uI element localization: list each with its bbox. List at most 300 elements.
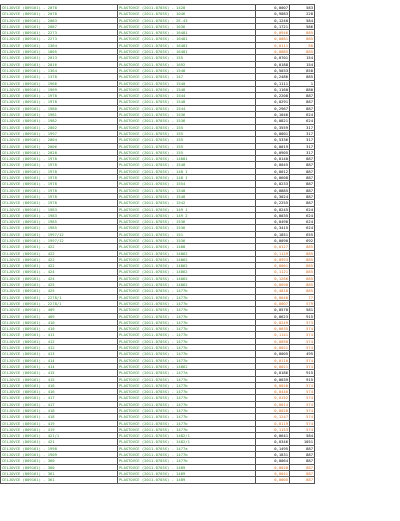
parcel-to-cell: PLASTOVCE (2011-0703S) - 1536 bbox=[118, 112, 256, 118]
parcel-from-cell: CELJOVCE (809161) - 1983 bbox=[1, 206, 118, 212]
parcel-from-cell: CELJOVCE (809161) - 1978 bbox=[1, 99, 118, 105]
parcel-to-cell: PLASTOVCE (2011-0703S) - 155 bbox=[118, 143, 256, 149]
code-cell: 584 bbox=[290, 17, 315, 23]
area-cell: 0,0188 bbox=[256, 61, 290, 67]
area-cell: 0,1831 bbox=[256, 452, 290, 458]
parcel-to-cell: PLASTOVCE (2011-0703S) - 1548 bbox=[118, 67, 256, 73]
parcel-from-cell: CELJOVCE (809161) - 2273 bbox=[1, 36, 118, 42]
area-cell: 0,3559 bbox=[256, 124, 290, 130]
parcel-from-cell: CELJOVCE (809161) - 419 bbox=[1, 426, 118, 432]
area-cell: 0,0098 bbox=[256, 282, 290, 288]
code-cell: 885 bbox=[290, 36, 315, 42]
parcel-from-cell: CELJOVCE (809161) - 1978 bbox=[1, 200, 118, 206]
code-cell: 915 bbox=[290, 370, 315, 376]
area-cell: 0,0020 bbox=[256, 464, 290, 470]
parcel-to-cell: PLASTOVCE (2011-0703S) - 149 2 bbox=[118, 212, 256, 218]
area-cell: 0,0152 bbox=[256, 395, 290, 401]
area-cell: 0,2486 bbox=[256, 74, 290, 80]
parcel-from-cell: CELJOVCE (809161) - 1978 bbox=[1, 193, 118, 199]
area-cell: 0,0020 bbox=[256, 382, 290, 388]
area-cell: 0,0490 bbox=[256, 219, 290, 225]
code-cell: 1 bbox=[290, 80, 315, 86]
parcel-from-cell: CELJOVCE (809161) - 2004 bbox=[1, 137, 118, 143]
parcel-to-cell: PLASTOVCE (2011-0703S) - 1544 bbox=[118, 105, 256, 111]
parcel-to-cell: PLASTOVCE (2011-0703S) - 14862 bbox=[118, 269, 256, 275]
table-body bbox=[1, 5, 315, 484]
code-cell: 624 bbox=[290, 206, 315, 212]
parcel-from-cell: CELJOVCE (809161) - 1982 bbox=[1, 118, 118, 124]
parcel-from-cell: CELJOVCE (809161) - 361 bbox=[1, 477, 118, 483]
area-cell: 0,0012 bbox=[256, 168, 290, 174]
parcel-from-cell: CELJOVCE (809161) - 421/1 bbox=[1, 433, 118, 439]
parcel-from-cell: CELJOVCE (809161) - 414 bbox=[1, 363, 118, 369]
parcel-from-cell: CELJOVCE (809161) - 2087 bbox=[1, 23, 118, 29]
parcel-to-cell: PLASTOVCE (2011-0703S) - 155 bbox=[118, 149, 256, 155]
area-cell: 0,0035 bbox=[256, 326, 290, 332]
area-cell: 0,0905 bbox=[256, 149, 290, 155]
parcel-to-cell: PLASTOVCE (2011-0703S) - 16481 bbox=[118, 42, 256, 48]
area-cell: 0,0039 bbox=[256, 376, 290, 382]
area-cell: 0,0058 bbox=[256, 338, 290, 344]
code-cell: 885 bbox=[290, 49, 315, 55]
area-cell: 0,1247 bbox=[256, 414, 290, 420]
parcel-from-cell: CELJOVCE (809161) - 417 bbox=[1, 401, 118, 407]
code-cell: 77 bbox=[290, 294, 315, 300]
area-cell: 0,1046 bbox=[256, 112, 290, 118]
code-cell: 317 bbox=[290, 130, 315, 136]
parcel-to-cell: PLASTOVCE (2011-0703S) - 1482/1 bbox=[118, 439, 256, 445]
area-cell: 0,5033 bbox=[256, 67, 290, 73]
code-cell: 574 bbox=[290, 389, 315, 395]
parcel-from-cell: CELJOVCE (809161) - 412 bbox=[1, 338, 118, 344]
parcel-from-cell: CELJOVCE (809161) - 2083 bbox=[1, 17, 118, 23]
area-cell: 0,1111 bbox=[256, 80, 290, 86]
code-cell: 624 bbox=[290, 219, 315, 225]
code-cell: 88 bbox=[290, 42, 315, 48]
area-cell: 0,1160 bbox=[256, 86, 290, 92]
parcel-to-cell: PLASTOVCE (2011-0703S) - 1477b bbox=[118, 382, 256, 388]
parcel-to-cell: PLASTOVCE (2011-0703S) - 1477b bbox=[118, 288, 256, 294]
parcel-from-cell: CELJOVCE (809161) - 424 bbox=[1, 269, 118, 275]
parcel-from-cell: CELJOVCE (809161) - 2013 bbox=[1, 55, 118, 61]
area-cell: 0,0021 bbox=[256, 345, 290, 351]
parcel-from-cell: CELJOVCE (809161) - 1978 bbox=[1, 168, 118, 174]
code-cell: 1051 bbox=[290, 439, 315, 445]
code-cell: 887 bbox=[290, 464, 315, 470]
area-cell: 0,0233 bbox=[256, 181, 290, 187]
parcel-to-cell: PLASTOVCE (2011-0703S) - 148 1 bbox=[118, 175, 256, 181]
parcel-to-cell: PLASTOVCE (2011-0703S) - 148 1 bbox=[118, 168, 256, 174]
code-cell: 574 bbox=[290, 408, 315, 414]
code-cell: 885 bbox=[290, 275, 315, 281]
parcel-to-cell: PLASTOVCE (2011-0703S) - 1477b bbox=[118, 414, 256, 420]
code-cell: 887 bbox=[290, 458, 315, 464]
parcel-from-cell: CELJOVCE (809161) - 415 bbox=[1, 370, 118, 376]
code-cell: 885 bbox=[290, 282, 315, 288]
code-cell: 692 bbox=[290, 237, 315, 243]
parcel-from-cell: CELJOVCE (809161) - 2006 bbox=[1, 143, 118, 149]
area-cell: 0,0249 bbox=[256, 319, 290, 325]
parcel-to-cell: PLASTOVCE (2011-0703S) - 1477b bbox=[118, 326, 256, 332]
area-cell: 0,0007 bbox=[256, 300, 290, 306]
parcel-to-cell: PLASTOVCE (2011-0703S) - 149 1 bbox=[118, 206, 256, 212]
parcel-from-cell: CELJOVCE (809161) - 425 bbox=[1, 282, 118, 288]
area-cell: 0,0019 bbox=[256, 143, 290, 149]
parcel-to-cell: PLASTOVCE (2011-0703S) - 1428 bbox=[118, 5, 256, 11]
parcel-from-cell: CELJOVCE (809161) - 411 bbox=[1, 332, 118, 338]
parcel-from-cell: CELJOVCE (809161) - 1980 bbox=[1, 105, 118, 111]
parcel-from-cell: CELJOVCE (809161) - 1966 bbox=[1, 80, 118, 86]
code-cell: 317 bbox=[290, 124, 315, 130]
parcel-to-cell: PLASTOVCE (2011-0703S) - 1548 bbox=[118, 99, 256, 105]
parcel-from-cell: CELJOVCE (809161) - 418 bbox=[1, 408, 118, 414]
area-cell: 0,0005 bbox=[256, 477, 290, 483]
parcel-from-cell: CELJOVCE (809161) - 409 bbox=[1, 307, 118, 313]
area-cell: 0,0245 bbox=[256, 206, 290, 212]
parcel-from-cell: CELJOVCE (809161) - 1909 bbox=[1, 452, 118, 458]
parcel-from-cell: CELJOVCE (809161) - 1978 bbox=[1, 162, 118, 168]
code-cell: 495 bbox=[290, 351, 315, 357]
code-cell: 573 bbox=[290, 319, 315, 325]
parcel-from-cell: CELJOVCE (809161) - 1997/12 bbox=[1, 237, 118, 243]
parcel-to-cell: PLASTOVCE (2011-0703S) - 1477a bbox=[118, 445, 256, 451]
code-cell: 574 bbox=[290, 420, 315, 426]
area-cell: 0,2255 bbox=[256, 200, 290, 206]
parcel-from-cell: CELJOVCE (809161) - 422 bbox=[1, 256, 118, 262]
parcel-from-cell: CELJOVCE (809161) - 2016 bbox=[1, 61, 118, 67]
parcel-from-cell: CELJOVCE (809161) - 1985 bbox=[1, 219, 118, 225]
area-cell: 0,0061 bbox=[256, 263, 290, 269]
area-cell: 0,1495 bbox=[256, 445, 290, 451]
parcel-to-cell: PLASTOVCE (2011-0703S) - 16481 bbox=[118, 30, 256, 36]
parcel-from-cell: CELJOVCE (809161) - 415 bbox=[1, 376, 118, 382]
parcel-to-cell: PLASTOVCE (2011-0703S) - 14862 bbox=[118, 256, 256, 262]
code-cell: 887 bbox=[290, 470, 315, 476]
code-cell: 887 bbox=[290, 156, 315, 162]
area-cell: 0,0035 bbox=[256, 212, 290, 218]
parcel-from-cell: CELJOVCE (809161) - 361 bbox=[1, 470, 118, 476]
area-cell: 0,1721 bbox=[256, 23, 290, 29]
parcel-to-cell: PLASTOVCE (2011-0703S) - 155 bbox=[118, 137, 256, 143]
parcel-from-cell: CELJOVCE (809161) - 2278/1 bbox=[1, 294, 118, 300]
area-cell: 0,0946 bbox=[256, 30, 290, 36]
parcel-from-cell: CELJOVCE (809161) - 419 bbox=[1, 420, 118, 426]
area-cell: 0,0005 bbox=[256, 351, 290, 357]
area-cell: 0,0001 bbox=[256, 130, 290, 136]
parcel-to-cell: PLASTOVCE (2011-0703S) - 1489 bbox=[118, 470, 256, 476]
code-cell: 887 bbox=[290, 175, 315, 181]
code-cell: 574 bbox=[290, 332, 315, 338]
parcel-to-cell: PLASTOVCE (2011-0703S) - 1542 bbox=[118, 200, 256, 206]
area-cell: 0,1851 bbox=[256, 231, 290, 237]
parcel-to-cell: PLASTOVCE (2011-0703S) - 1548 bbox=[118, 162, 256, 168]
code-cell: 885 bbox=[290, 244, 315, 250]
parcel-to-cell: PLASTOVCE (2011-0703S) - 1477b bbox=[118, 401, 256, 407]
parcel-from-cell: CELJOVCE (809161) - 1364 bbox=[1, 42, 118, 48]
code-cell: 880 bbox=[290, 86, 315, 92]
parcel-to-cell: PLASTOVCE (2011-0703S) - 1548 bbox=[118, 187, 256, 193]
code-cell: 887 bbox=[290, 99, 315, 105]
parcel-to-cell: PLASTOVCE (2011-0703S) - 14862 bbox=[118, 282, 256, 288]
parcel-from-cell: CELJOVCE (809161) - 2273 bbox=[1, 30, 118, 36]
parcel-from-cell: CELJOVCE (809161) - 1981 bbox=[1, 112, 118, 118]
area-cell: 0,3415 bbox=[256, 225, 290, 231]
code-cell: 574 bbox=[290, 345, 315, 351]
parcel-from-cell: CELJOVCE (809161) - 360 bbox=[1, 458, 118, 464]
parcel-to-cell: PLASTOVCE (2011-0703S) - 1489 bbox=[118, 477, 256, 483]
area-cell: 0,0127 bbox=[256, 244, 290, 250]
parcel-to-cell: PLASTOVCE (2011-0703S) - 155 bbox=[118, 55, 256, 61]
parcel-to-cell: PLASTOVCE (2011-0703S) - 1477a bbox=[118, 370, 256, 376]
area-cell: 0,4818 bbox=[256, 288, 290, 294]
code-cell: 317 bbox=[290, 149, 315, 155]
document-page bbox=[0, 4, 313, 484]
code-cell: 579 bbox=[290, 300, 315, 306]
parcel-from-cell: CELJOVCE (809161) - 421 bbox=[1, 439, 118, 445]
area-cell: 0,0041 bbox=[256, 470, 290, 476]
code-cell: 887 bbox=[290, 187, 315, 193]
parcel-to-cell: PLASTOVCE (2011-0703S) - 1477b bbox=[118, 313, 256, 319]
parcel-to-cell: PLASTOVCE (2011-0703S) - 1477b bbox=[118, 452, 256, 458]
code-cell: 574 bbox=[290, 426, 315, 432]
area-cell: 0,0140 bbox=[256, 156, 290, 162]
parcel-to-cell: PLASTOVCE (2011-0703S) - 1477b bbox=[118, 294, 256, 300]
code-cell: 586 bbox=[290, 23, 315, 29]
code-cell: 885 bbox=[290, 30, 315, 36]
parcel-from-cell: CELJOVCE (809161) - 416 bbox=[1, 389, 118, 395]
parcel-to-cell: PLASTOVCE (2011-0703S) - 1477b bbox=[118, 420, 256, 426]
code-cell: 154 bbox=[290, 55, 315, 61]
parcel-from-cell: CELJOVCE (809161) - 416 bbox=[1, 382, 118, 388]
code-cell: 574 bbox=[290, 357, 315, 363]
parcel-from-cell: CELJOVCE (809161) - 409 bbox=[1, 313, 118, 319]
parcel-to-cell: PLASTOVCE (2011-0703S) - 1477b bbox=[118, 345, 256, 351]
code-cell: 887 bbox=[290, 168, 315, 174]
area-cell: 0,0111 bbox=[256, 42, 290, 48]
area-cell: 0,1141 bbox=[256, 332, 290, 338]
code-cell: 574 bbox=[290, 382, 315, 388]
parcel-to-cell: PLASTOVCE (2011-0703S) - 1477b bbox=[118, 426, 256, 432]
parcel-to-cell: PLASTOVCE (2011-0703S) - 1046 bbox=[118, 11, 256, 17]
parcel-from-cell: CELJOVCE (809161) - 413 bbox=[1, 351, 118, 357]
code-cell: 887 bbox=[290, 105, 315, 111]
parcel-from-cell: CELJOVCE (809161) - 1364 bbox=[1, 67, 118, 73]
parcel-to-cell: PLASTOVCE (2011-0703S) - 155 bbox=[118, 130, 256, 136]
code-cell: 228 bbox=[290, 11, 315, 17]
parcel-from-cell: CELJOVCE (809161) - 1969 bbox=[1, 86, 118, 92]
parcel-to-cell: PLASTOVCE (2011-0703S) - 1636 bbox=[118, 23, 256, 29]
parcel-to-cell: PLASTOVCE (2011-0703S) - 16481 bbox=[118, 49, 256, 55]
parcel-to-cell: PLASTOVCE (2011-0703S) - 14862 bbox=[118, 363, 256, 369]
code-cell: 154 bbox=[290, 61, 315, 67]
code-cell: 915 bbox=[290, 313, 315, 319]
area-cell: 0,2967 bbox=[256, 105, 290, 111]
code-cell: 581 bbox=[290, 307, 315, 313]
parcel-to-cell: PLASTOVCE (2011-0703S) - 14862 bbox=[118, 250, 256, 256]
parcel-to-cell: PLASTOVCE (2011-0703S) - 1477b bbox=[118, 307, 256, 313]
code-cell: 885 bbox=[290, 269, 315, 275]
code-cell: 915 bbox=[290, 376, 315, 382]
parcel-from-cell: CELJOVCE (809161) - 422 bbox=[1, 244, 118, 250]
code-cell: 574 bbox=[290, 363, 315, 369]
code-cell: 624 bbox=[290, 118, 315, 124]
code-cell: 574 bbox=[290, 401, 315, 407]
parcel-from-cell: CELJOVCE (809161) - 1978 bbox=[1, 93, 118, 99]
code-cell: 885 bbox=[290, 263, 315, 269]
parcel-to-cell: PLASTOVCE (2011-0703S) - 147 bbox=[118, 74, 256, 80]
parcel-from-cell: CELJOVCE (809161) - 1985 bbox=[1, 225, 118, 231]
parcel-to-cell: PLASTOVCE (2011-0703S) - 1536 bbox=[118, 118, 256, 124]
parcel-from-cell: CELJOVCE (809161) - 1997 bbox=[1, 130, 118, 136]
area-cell: 0,0090 bbox=[256, 237, 290, 243]
parcel-from-cell: CELJOVCE (809161) - 424 bbox=[1, 275, 118, 281]
parcel-from-cell: CELJOVCE (809161) - 414 bbox=[1, 357, 118, 363]
parcel-to-cell: PLASTOVCE (2011-0703S) - 1554 bbox=[118, 181, 256, 187]
parcel-to-cell: PLASTOVCE (2011-0703S) - 2E-43 bbox=[118, 17, 256, 23]
area-cell: 0,3024 bbox=[256, 193, 290, 199]
code-cell: 574 bbox=[290, 326, 315, 332]
parcel-from-cell: CELJOVCE (809161) - 1997/12 bbox=[1, 231, 118, 237]
code-cell: 887 bbox=[290, 200, 315, 206]
code-cell: 624 bbox=[290, 212, 315, 218]
area-cell: 0,0110 bbox=[256, 357, 290, 363]
area-cell: 0,1153 bbox=[256, 426, 290, 432]
area-cell: 0,0119 bbox=[256, 420, 290, 426]
code-cell: 885 bbox=[290, 256, 315, 262]
parcel-from-cell: CELJOVCE (809161) - 360 bbox=[1, 464, 118, 470]
parcel-from-cell: CELJOVCE (809161) - 1378 bbox=[1, 74, 118, 80]
parcel-to-cell: PLASTOVCE (2011-0703S) - 1477b bbox=[118, 319, 256, 325]
area-cell: 0,2208 bbox=[256, 93, 290, 99]
parcel-to-cell: PLASTOVCE (2011-0703S) - 1477b bbox=[118, 395, 256, 401]
parcel-to-cell: PLASTOVCE (2011-0703S) - 1536 bbox=[118, 219, 256, 225]
parcel-to-cell: PLASTOVCE (2011-0703S) - 1692 bbox=[118, 61, 256, 67]
code-cell: 887 bbox=[290, 193, 315, 199]
table-row bbox=[1, 477, 315, 483]
parcel-from-cell: CELJOVCE (809161) - 1983 bbox=[1, 212, 118, 218]
parcel-table bbox=[0, 4, 315, 484]
parcel-from-cell: CELJOVCE (809161) - 1978 bbox=[1, 175, 118, 181]
area-cell: 0,0014 bbox=[256, 401, 290, 407]
parcel-from-cell: CELJOVCE (809161) - 1998 bbox=[1, 445, 118, 451]
area-cell: 0,1121 bbox=[256, 269, 290, 275]
area-cell: 0,0885 bbox=[256, 187, 290, 193]
area-cell: 0,0608 bbox=[256, 175, 290, 181]
parcel-to-cell: PLASTOVCE (2011-0703S) - 1488 bbox=[118, 244, 256, 250]
area-cell: 0,0085 bbox=[256, 49, 290, 55]
parcel-to-cell: PLASTOVCE (2011-0703S) - 1477b bbox=[118, 357, 256, 363]
parcel-from-cell: CELJOVCE (809161) - 2278/1 bbox=[1, 300, 118, 306]
parcel-to-cell: PLASTOVCE (2011-0703S) - 1536 bbox=[118, 237, 256, 243]
area-cell: 0,0291 bbox=[256, 99, 290, 105]
code-cell: 887 bbox=[290, 477, 315, 483]
parcel-to-cell: PLASTOVCE (2011-0703S) - 1540 bbox=[118, 80, 256, 86]
parcel-to-cell: PLASTOVCE (2011-0703S) - 1477b bbox=[118, 300, 256, 306]
parcel-from-cell: CELJOVCE (809161) - 412 bbox=[1, 345, 118, 351]
code-cell: 574 bbox=[290, 338, 315, 344]
area-cell: 0,0028 bbox=[256, 408, 290, 414]
parcel-from-cell: CELJOVCE (809161) - 422 bbox=[1, 263, 118, 269]
parcel-from-cell: CELJOVCE (809161) - 1978 bbox=[1, 187, 118, 193]
code-cell: 574 bbox=[290, 395, 315, 401]
parcel-to-cell: PLASTOVCE (2011-0703S) - 1544 bbox=[118, 93, 256, 99]
parcel-from-cell: CELJOVCE (809161) - 2028 bbox=[1, 149, 118, 155]
code-cell: 655 bbox=[290, 231, 315, 237]
area-cell: 0,0346 bbox=[256, 439, 290, 445]
code-cell: 583 bbox=[290, 5, 315, 11]
parcel-to-cell: PLASTOVCE (2011-0703S) - 1477b bbox=[118, 338, 256, 344]
code-cell: 885 bbox=[290, 288, 315, 294]
area-cell: 0,0623 bbox=[256, 313, 290, 319]
area-cell: 0,0064 bbox=[256, 458, 290, 464]
code-cell: 885 bbox=[290, 250, 315, 256]
code-cell: 858 bbox=[290, 67, 315, 73]
area-cell: 0,5336 bbox=[256, 137, 290, 143]
parcel-from-cell: CELJOVCE (809161) - 418 bbox=[1, 414, 118, 420]
code-cell: 624 bbox=[290, 225, 315, 231]
parcel-to-cell: PLASTOVCE (2011-0703S) - 1477b bbox=[118, 458, 256, 464]
area-cell: 0,1129 bbox=[256, 250, 290, 256]
parcel-to-cell: PLASTOVCE (2011-0703S) - 1477b bbox=[118, 376, 256, 382]
parcel-from-cell: CELJOVCE (809161) - 2002 bbox=[1, 124, 118, 130]
area-cell: 0,0821 bbox=[256, 118, 290, 124]
code-cell: 885 bbox=[290, 74, 315, 80]
parcel-from-cell: CELJOVCE (809161) - 1978 bbox=[1, 181, 118, 187]
parcel-from-cell: CELJOVCE (809161) - 410 bbox=[1, 326, 118, 332]
area-cell: 0,1240 bbox=[256, 17, 290, 23]
parcel-from-cell: CELJOVCE (809161) - 425 bbox=[1, 288, 118, 294]
parcel-to-cell: PLASTOVCE (2011-0703S) - 1477b bbox=[118, 351, 256, 357]
parcel-to-cell: PLASTOVCE (2011-0703S) - 1536 bbox=[118, 225, 256, 231]
code-cell: 887 bbox=[290, 93, 315, 99]
area-cell: 0,1266 bbox=[256, 275, 290, 281]
area-cell: 0,0045 bbox=[256, 162, 290, 168]
area-cell: 0,0701 bbox=[256, 55, 290, 61]
area-cell: 0,0953 bbox=[256, 256, 290, 262]
parcel-to-cell: PLASTOVCE (2011-0703S) - 1477b bbox=[118, 408, 256, 414]
parcel-from-cell: CELJOVCE (809161) - 1978 bbox=[1, 156, 118, 162]
code-cell: 317 bbox=[290, 143, 315, 149]
parcel-to-cell: PLASTOVCE (2011-0703S) - 1477b bbox=[118, 389, 256, 395]
code-cell: 887 bbox=[290, 181, 315, 187]
parcel-from-cell: CELJOVCE (809161) - 1805 bbox=[1, 49, 118, 55]
area-cell: 0,0186 bbox=[256, 370, 290, 376]
parcel-to-cell: PLASTOVCE (2011-0703S) - 1477b bbox=[118, 332, 256, 338]
parcel-from-cell: CELJOVCE (809161) - 2078 bbox=[1, 5, 118, 11]
code-cell: 624 bbox=[290, 112, 315, 118]
code-cell: 584 bbox=[290, 433, 315, 439]
area-cell: 0,0641 bbox=[256, 433, 290, 439]
parcel-to-cell: PLASTOVCE (2011-0703S) - 1548 bbox=[118, 86, 256, 92]
area-cell: 0,0440 bbox=[256, 389, 290, 395]
parcel-to-cell: PLASTOVCE (2011-0703S) - 151 bbox=[118, 231, 256, 237]
area-cell: 0,0007 bbox=[256, 5, 290, 11]
code-cell: 887 bbox=[290, 452, 315, 458]
parcel-to-cell: PLASTOVCE (2011-0703S) - 14881 bbox=[118, 156, 256, 162]
parcel-to-cell: PLASTOVCE (2011-0703S) - 14862 bbox=[118, 263, 256, 269]
parcel-to-cell: PLASTOVCE (2011-0703S) - 16481 bbox=[118, 36, 256, 42]
parcel-from-cell: CELJOVCE (809161) - 410 bbox=[1, 319, 118, 325]
area-cell: 0,9083 bbox=[256, 11, 290, 17]
parcel-from-cell: CELJOVCE (809161) - 422 bbox=[1, 250, 118, 256]
code-cell: 887 bbox=[290, 162, 315, 168]
code-cell: 317 bbox=[290, 137, 315, 143]
parcel-to-cell: PLASTOVCE (2011-0703S) - 1489 bbox=[118, 464, 256, 470]
code-cell: 574 bbox=[290, 414, 315, 420]
area-cell: 0,0081 bbox=[256, 36, 290, 42]
area-cell: 0,0021 bbox=[256, 363, 290, 369]
code-cell: 887 bbox=[290, 445, 315, 451]
